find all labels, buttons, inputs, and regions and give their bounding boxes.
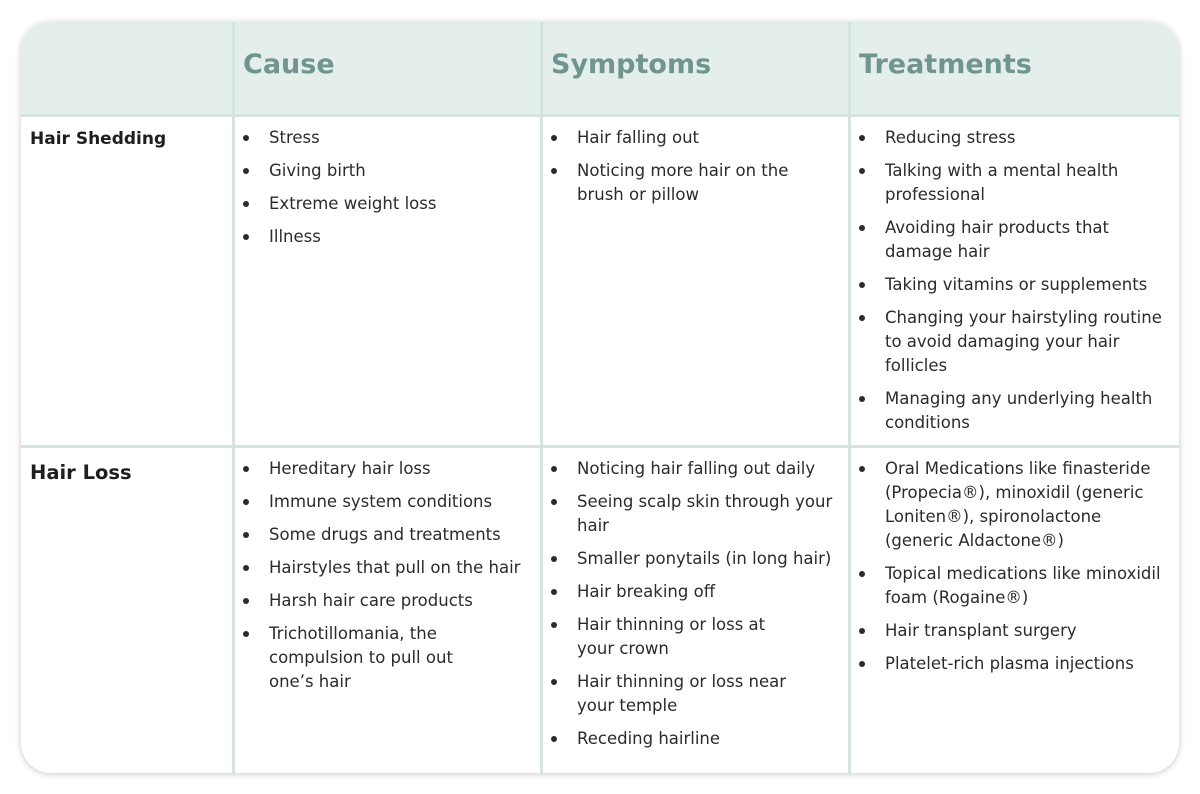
column-divider <box>232 22 235 773</box>
list-item: Avoiding hair products that damage hair <box>854 216 1169 264</box>
hair-shedding-treatments-list <box>854 126 1169 444</box>
list-item: Receding hairline <box>546 727 836 751</box>
list-item: Oral Medications like finasteride (Propecia®), minoxidil (generic Loniten®), spironolactone (generic Aldactone®) <box>854 457 1169 553</box>
hair-loss-comparison-table <box>21 22 1179 773</box>
list-item: Hair thinning or loss at your crown <box>546 613 797 661</box>
column-header-treatments: Treatments <box>859 49 1032 80</box>
list-item: Talking with a mental health professional <box>854 159 1169 207</box>
hair-loss-symptoms-list <box>546 457 836 760</box>
column-divider <box>848 22 851 773</box>
column-header-cause: Cause <box>243 49 335 80</box>
list-item: Trichotillomania, the compulsion to pull out one’s hair <box>238 622 479 694</box>
list-item: Topical medications like minoxidil foam (Rogaine®) <box>854 562 1169 610</box>
row-divider <box>21 114 1179 117</box>
list-item: Hereditary hair loss <box>238 457 528 481</box>
column-header-symptoms: Symptoms <box>551 49 712 80</box>
list-item: Stress <box>238 126 528 150</box>
column-divider <box>540 22 543 773</box>
hair-loss-treatments-list <box>854 457 1169 685</box>
row-divider <box>21 445 1179 448</box>
list-item: Hair breaking off <box>546 580 836 604</box>
list-item: Hair thinning or loss near your temple <box>546 670 817 718</box>
list-item: Seeing scalp skin through your hair <box>546 490 836 538</box>
row-header-hair-loss: Hair Loss <box>30 461 132 484</box>
list-item: Noticing hair falling out daily <box>546 457 836 481</box>
list-item: Smaller ponytails (in long hair) <box>546 547 836 571</box>
list-item: Illness <box>238 225 528 249</box>
list-item: Changing your hairstyling routine to avoid damaging your hair follicles <box>854 306 1169 378</box>
hair-shedding-symptoms-list <box>546 126 811 216</box>
list-item: Reducing stress <box>854 126 1169 150</box>
hair-shedding-cause-list <box>238 126 528 258</box>
hair-loss-cause-list <box>238 457 528 703</box>
list-item: Immune system conditions <box>238 490 528 514</box>
list-item: Hair falling out <box>546 126 811 150</box>
list-item: Giving birth <box>238 159 528 183</box>
list-item: Some drugs and treatments <box>238 523 528 547</box>
list-item: Hairstyles that pull on the hair <box>238 556 528 580</box>
list-item: Taking vitamins or supplements <box>854 273 1169 297</box>
list-item: Noticing more hair on the brush or pillow <box>546 159 811 207</box>
list-item: Platelet-rich plasma injections <box>854 652 1169 676</box>
list-item: Extreme weight loss <box>238 192 528 216</box>
list-item: Hair transplant surgery <box>854 619 1169 643</box>
row-header-hair-shedding: Hair Shedding <box>30 129 167 149</box>
list-item: Harsh hair care products <box>238 589 528 613</box>
list-item: Managing any underlying health conditions <box>854 387 1169 435</box>
